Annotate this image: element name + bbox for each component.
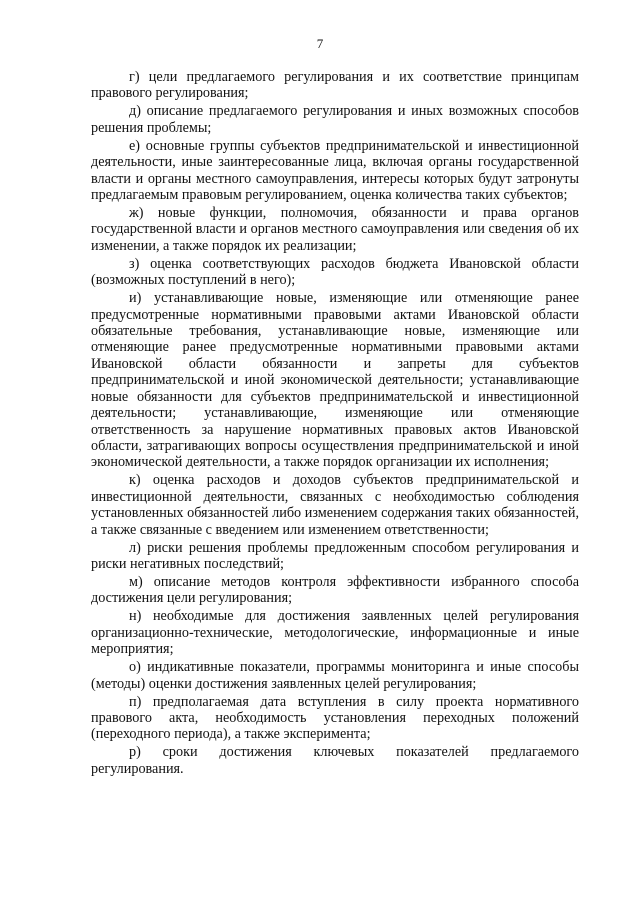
paragraph-e: е) основные группы субъектов предпринимательской и инвестиционной деятельности, иные заинтересованные лица, включая органы государственной власти и органы местного самоуправления, интересы которых будут затронуты предлагаемым правовым регулированием, оценка количества таких субъектов; (91, 137, 579, 204)
paragraph-g: г) цели предлагаемого регулирования и их соответствие принципам правового регулирования; (91, 69, 579, 102)
paragraph-n: н) необходимые для достижения заявленных целей регулирования организационно-технические, методологические, информационные и иные мероприятия; (91, 608, 579, 658)
paragraph-zh: ж) новые функции, полномочия, обязанности и права органов государственной власти и органов местного самоуправления или сведения об их изменении, а также порядок их реализации; (91, 205, 579, 254)
paragraph-o: о) индикативные показатели, программы мониторинга и иные способы (методы) оценки достижения заявленных целей регулирования; (91, 659, 579, 692)
paragraph-k: к) оценка расходов и доходов субъектов предпринимательской и инвестиционной деятельности, связанных с необходимостью соблюдения установленных обязанностей либо изменением содержания таких обязанностей, а также связанные с введением или изменением ответственности; (91, 472, 579, 538)
paragraph-r: р) сроки достижения ключевых показателей предлагаемого регулирования. (91, 744, 579, 777)
paragraph-d: д) описание предлагаемого регулирования и иных возможных способов решения проблемы; (91, 103, 579, 136)
paragraph-z: з) оценка соответствующих расходов бюджета Ивановской области (возможных поступлений в него); (91, 255, 579, 289)
document-body (91, 69, 579, 779)
page-number: 7 (316, 36, 324, 51)
paragraph-m: м) описание методов контроля эффективности избранного способа достижения цели регулирования; (91, 573, 579, 607)
paragraph-l: л) риски решения проблемы предложенным способом регулирования и риски негативных последствий; (91, 539, 579, 572)
paragraph-i: и) устанавливающие новые, изменяющие или отменяющие ранее предусмотренные нормативными правовыми актами Ивановской области обязательные требования, устанавливающие новые, изменяющие или отменяющие ранее предусмотренные нормативными правовыми актами Ивановской области обязанности и запреты для субъектов предпринимательской и иной экономической деятельности; устанавливающие новые обязанности для субъектов предпринимательской и инвестиционной деятельности; устанавливающие, изменяющие или отменяющие ответственность за нарушение нормативных правовых актов Ивановской области, затрагивающих вопросы осуществления предпринимательской и иной экономической деятельности, а также порядок организации их исполнения; (91, 290, 579, 471)
paragraph-p: п) предполагаемая дата вступления в силу проекта нормативного правового акта, необходимость установления переходных положений (переходного периода), а также эксперимента; (91, 693, 579, 743)
